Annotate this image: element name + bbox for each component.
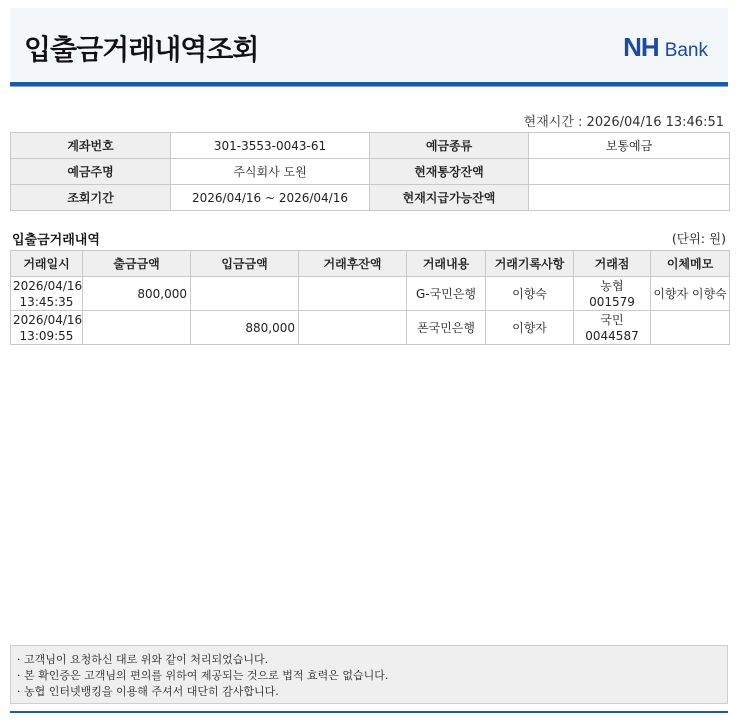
tx-record: 이향자 [486,311,574,345]
account-info-table [10,132,730,211]
column-header: 입금금액 [191,251,299,277]
owner-label: 예금주명 [11,159,171,185]
footer-note: · 농협 인터넷뱅킹을 이용해 주셔서 대단히 감사합니다. [17,685,279,698]
tx-content: 폰국민은행 [407,311,486,345]
tx-branch-line2: 0044587 [585,328,639,343]
footer-notice [10,645,728,704]
nh-bank-logo [623,32,708,63]
tx-datetime [11,311,83,345]
column-header: 거래후잔액 [299,251,407,277]
column-header: 출금금액 [83,251,191,277]
deposit-type-value: 보통예금 [529,133,730,159]
owner-value: 주식회사 도원 [171,159,370,185]
tx-date: 2026/04/16 [13,278,83,293]
available-label: 현재지급가능잔액 [370,185,529,211]
header-divider-thin [10,86,728,87]
tx-branch [574,311,651,345]
current-time: 현재시간 : 2026/04/16 13:46:51 [523,115,724,130]
period-label: 조회기간 [11,185,171,211]
account-info-row [11,159,730,185]
tx-content: G-국민은행 [407,277,486,311]
footer-divider [10,711,728,713]
tx-memo: 이향자 이향숙 [651,277,730,311]
column-header: 거래기록사항 [486,251,574,277]
table-header-row [11,251,730,277]
account-no-value: 301-3553-0043-61 [171,133,370,159]
tx-deposit [191,277,299,311]
logo-nh-text: NH [623,32,659,62]
tx-time: 13:09:55 [19,328,74,343]
tx-memo [651,311,730,345]
transactions-table [10,250,730,345]
account-info-row [11,133,730,159]
tx-branch-line1: 농협 001579 [589,278,635,309]
account-no-label: 계좌번호 [11,133,171,159]
balance-value [529,159,730,185]
table-row [11,277,730,311]
tx-date: 2026/04/16 [13,312,83,327]
transactions-section-title: 입출금거래내역 [12,233,100,248]
unit-label: (단위: 원) [671,231,726,246]
tx-withdrawal: 800,000 [83,277,191,311]
account-info-row [11,185,730,211]
column-header: 거래일시 [11,251,83,277]
footer-note: · 고객님이 요청하신 대로 위와 같이 처리되었습니다. [17,653,269,666]
table-row [11,311,730,345]
tx-time: 13:45:35 [19,294,74,309]
logo-bank-text: Bank [664,40,708,61]
footer-note: · 본 확인증은 고객님의 편의를 위하여 제공되는 것으로 법적 효력은 없습니다. [17,669,389,682]
column-header: 거래점 [574,251,651,277]
tx-withdrawal [83,311,191,345]
tx-deposit: 880,000 [191,311,299,345]
balance-label: 현재통장잔액 [370,159,529,185]
page-header [10,8,728,82]
column-header: 거래내용 [407,251,486,277]
period-value: 2026/04/16 ~ 2026/04/16 [171,185,370,211]
tx-balance-after [299,277,407,311]
tx-balance-after [299,311,407,345]
available-value [529,185,730,211]
tx-branch-line1: 국민 [600,312,624,327]
column-header: 이체메모 [651,251,730,277]
tx-branch [574,277,651,311]
deposit-type-label: 예금종류 [370,133,529,159]
tx-record: 이향숙 [486,277,574,311]
page-title: 입출금거래내역조회 [24,33,259,66]
tx-datetime [11,277,83,311]
